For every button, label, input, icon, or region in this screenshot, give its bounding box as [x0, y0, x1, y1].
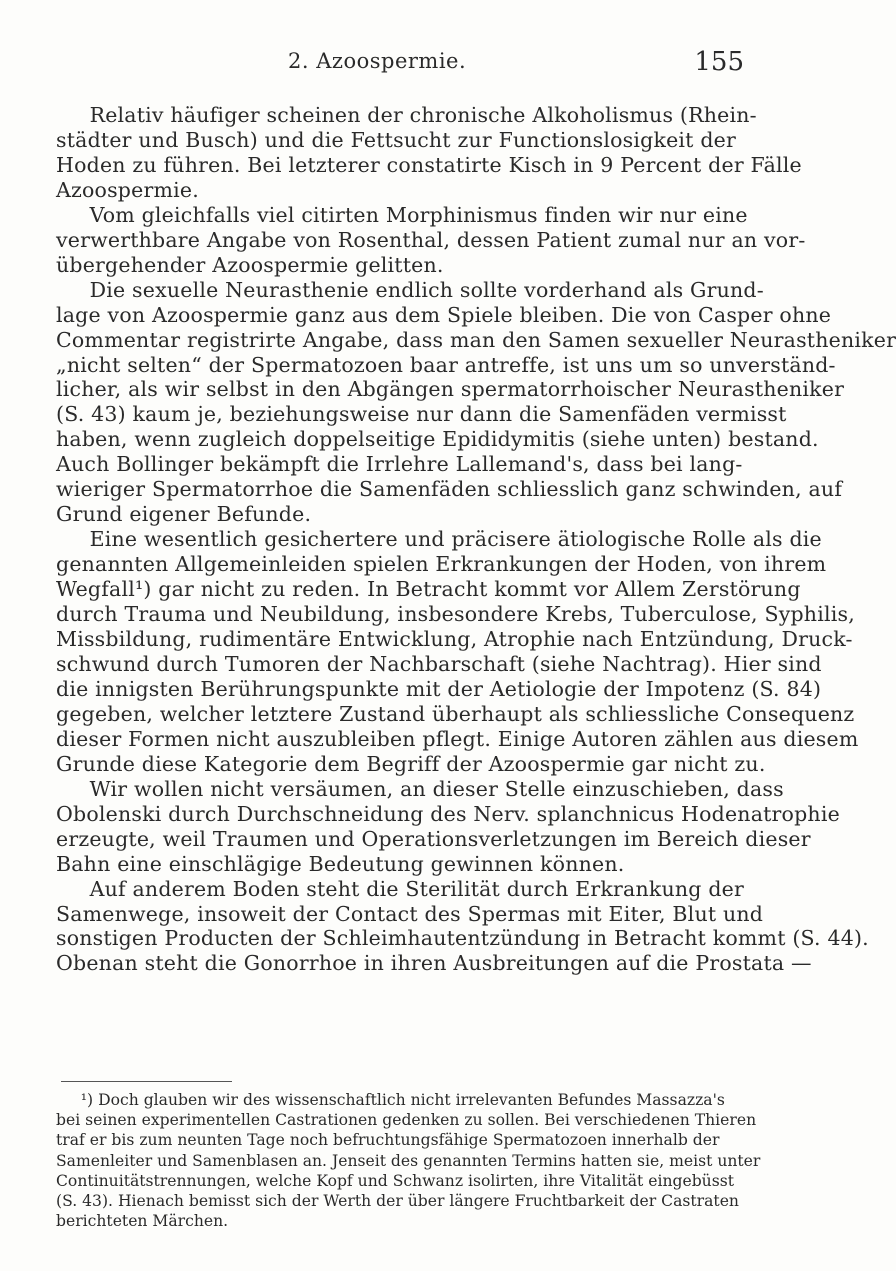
- body-line: Samenwege, insoweit der Contact des Spermas mit Eiter, Blut und: [56, 901, 764, 926]
- footnote-line: bei seinen experimentellen Castrationen gedenken zu sollen. Bei verschiedenen Thieren: [56, 1111, 757, 1130]
- body-line: haben, wenn zugleich doppelseitige Epididymitis (siehe unten) bestand.: [56, 427, 819, 452]
- footnote-line: (S. 43). Hienach bemisst sich der Werth der über längere Fruchtbarkeit der Castraten: [56, 1192, 739, 1211]
- body-line: „nicht selten“ der Spermatozoen baar antreffe, ist uns um so unverständ-: [56, 352, 836, 377]
- body-line: Eine wesentlich gesichertere und präcisere ätiologische Rolle als die: [56, 527, 822, 552]
- body-line: dieser Formen nicht auszubleiben pflegt. Einige Autoren zählen aus diesem: [56, 726, 859, 751]
- body-line: Obenan steht die Gonorrhoe in ihren Ausbreitungen auf die Prostata —: [56, 951, 812, 976]
- body-line: genannten Allgemeinleiden spielen Erkrankungen der Hoden, von ihrem: [56, 552, 827, 577]
- body-line: Grunde diese Kategorie dem Begriff der Azoospermie gar nicht zu.: [56, 751, 766, 776]
- body-line: wieriger Spermatorrhoe die Samenfäden schliesslich ganz schwinden, auf: [56, 477, 843, 502]
- body-line: sonstigen Producten der Schleimhautentzündung in Betracht kommt (S. 44).: [56, 926, 869, 951]
- body-line: Bahn eine einschlägige Bedeutung gewinnen können.: [56, 851, 625, 876]
- body-line: Obolenski durch Durchschneidung des Nerv. splanchnicus Hodenatrophie: [56, 801, 840, 826]
- footnote-line: berichteten Märchen.: [56, 1212, 229, 1231]
- body-line: durch Trauma und Neubildung, insbesondere Krebs, Tuberculose, Syphilis,: [56, 602, 855, 627]
- body-line: städter und Busch) und die Fettsucht zur Functionslosigkeit der: [56, 127, 736, 152]
- body-line: Grund eigener Befunde.: [56, 502, 312, 527]
- body-line: Hoden zu führen. Bei letzterer constatirte Kisch in 9 Percent der Fälle: [56, 152, 802, 177]
- body-line: (S. 43) kaum je, beziehungsweise nur dann die Samenfäden vermisst: [56, 402, 787, 427]
- body-line: Auf anderem Boden steht die Sterilität durch Erkrankung der: [56, 876, 744, 901]
- body-line: Vom gleichfalls viel citirten Morphinismus finden wir nur eine: [56, 202, 748, 227]
- footnote-line: traf er bis zum neunten Tage noch befruchtungsfähige Spermatozoen innerhalb der: [56, 1131, 720, 1150]
- running-head: 2. Azoospermie.: [288, 49, 467, 73]
- body-line: verwerthbare Angabe von Rosenthal, dessen Patient zumal nur an vor-: [56, 227, 806, 252]
- body-line: Wir wollen nicht versäumen, an dieser Stelle einzuschieben, dass: [56, 776, 784, 801]
- body-line: erzeugte, weil Traumen und Operationsverletzungen im Bereich dieser: [56, 826, 811, 851]
- body-line: Commentar registrirte Angabe, dass man den Samen sexueller Neurastheniker: [56, 327, 896, 352]
- body-line: schwund durch Tumoren der Nachbarschaft (siehe Nachtrag). Hier sind: [56, 651, 822, 676]
- page-number: 155: [694, 47, 744, 77]
- body-line: lage von Azoospermie ganz aus dem Spiele bleiben. Die von Casper ohne: [56, 302, 832, 327]
- footnote-divider: [61, 1081, 232, 1082]
- footnote-line: Samenleiter und Samenblasen an. Jenseit des genannten Termins hatten sie, meist unter: [56, 1151, 761, 1170]
- body-line: gegeben, welcher letztere Zustand überhaupt als schliessliche Consequenz: [56, 701, 855, 726]
- body-line: Wegfall¹) gar nicht zu reden. In Betracht kommt vor Allem Zerstörung: [56, 577, 801, 602]
- body-line: übergehender Azoospermie gelitten.: [56, 252, 444, 277]
- body-line: die innigsten Berührungspunkte mit der Aetiologie der Impotenz (S. 84): [56, 676, 822, 701]
- body-line: Missbildung, rudimentäre Entwicklung, Atrophie nach Entzündung, Druck-: [56, 627, 853, 652]
- footnote-line: ¹) Doch glauben wir des wissenschaftlich nicht irrelevanten Befundes Massazza's: [56, 1091, 725, 1109]
- page-header: [0, 49, 800, 89]
- body-line: Azoospermie.: [56, 177, 199, 202]
- body-line: Die sexuelle Neurasthenie endlich sollte vorderhand als Grund-: [56, 277, 764, 302]
- body-line: Auch Bollinger bekämpft die Irrlehre Lallemand's, dass bei lang-: [56, 452, 743, 477]
- body-line: Relativ häufiger scheinen der chronische Alkoholismus (Rhein-: [56, 103, 757, 127]
- footnote-line: Continuitätstrennungen, welche Kopf und Schwanz isolirten, ihre Vitalität eingebüsst: [56, 1171, 735, 1190]
- footnote: [56, 1090, 770, 1231]
- body-line: licher, als wir selbst in den Abgängen spermatorrhoischer Neurastheniker: [56, 377, 845, 402]
- body-text: [56, 103, 896, 976]
